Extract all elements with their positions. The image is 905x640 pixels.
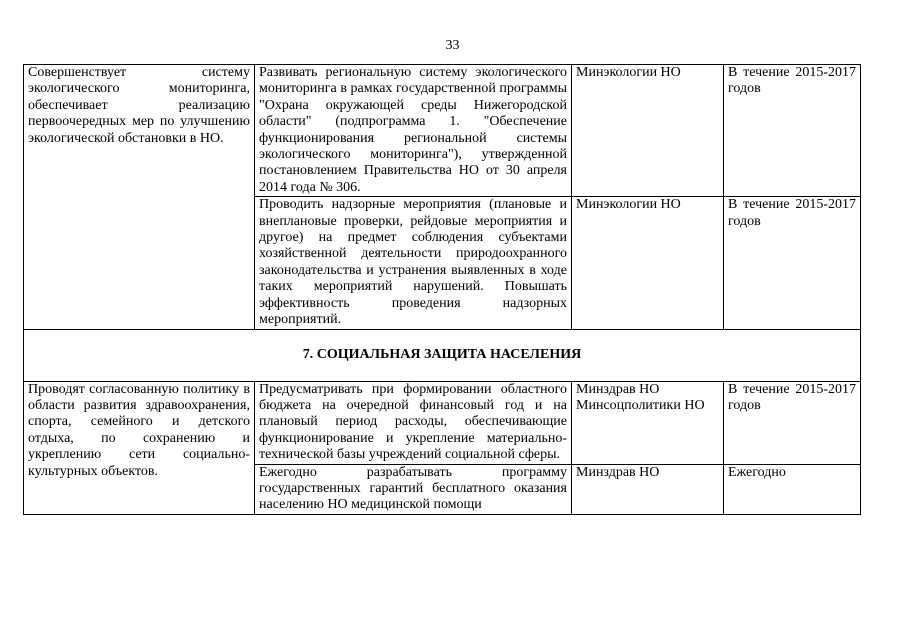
measure-cell bbox=[255, 381, 572, 464]
page-number: 33 bbox=[445, 38, 460, 53]
goal-cell bbox=[24, 381, 255, 514]
deadline-text: В течение 2015-2017 годов bbox=[728, 381, 856, 413]
measure-cell bbox=[255, 197, 572, 329]
deadline-cell bbox=[724, 381, 861, 464]
measures-table bbox=[23, 64, 861, 515]
measure-text: Ежегодно разрабатывать программу государственных гарантий бесплатного оказания населению НО медицинской помощи bbox=[259, 464, 567, 513]
deadline-text: В течение 2015-2017 годов bbox=[728, 65, 856, 97]
measure-text: Развивать региональную систему экологического мониторинга в рамках государственной программы "Охрана окружающей среды Нижегородской области" (подпрограмма 1. "Обеспечение функционирования региональной системы экологического мониторинга"), утвержденной постановлением Правительства НО от 30 апреля 2014 года № 306. bbox=[259, 65, 567, 195]
deadline-text: Ежегодно bbox=[728, 464, 786, 480]
executor-cell bbox=[572, 65, 724, 197]
measure-cell bbox=[255, 65, 572, 197]
executor-text: Минсоцполитики НО bbox=[576, 397, 705, 413]
goal-text: Совершенствует систему экологического мониторинга, обеспечивает реализацию первоочередных мер по улучшению экологической обстановки в НО. bbox=[28, 65, 250, 146]
section-row bbox=[24, 329, 861, 381]
executor-text: Минэкологии НО bbox=[576, 197, 681, 213]
table-row bbox=[24, 65, 861, 197]
deadline-cell bbox=[724, 464, 861, 514]
measure-text: Проводить надзорные мероприятия (плановые и внеплановые проверки, рейдовые мероприятия и другое) на предмет соблюдения субъектами хозяйственной деятельности природоохранного законодательства и устранения выявленных в ходе таких мероприятий нарушений. Повышать эффективность проведения надзорных мероприятий. bbox=[259, 197, 567, 328]
executor-cell bbox=[572, 381, 724, 464]
executor-text: Минэкологии НО bbox=[576, 65, 681, 80]
executor-text: Минздрав НО bbox=[576, 381, 660, 397]
deadline-text: В течение 2015-2017 годов bbox=[728, 197, 856, 229]
section-title: 7. СОЦИАЛЬНАЯ ЗАЩИТА НАСЕЛЕНИЯ bbox=[24, 329, 861, 381]
measure-text: Предусматривать при формировании областного бюджета на очередной финансовый год и на плановый период расходы, обеспечивающие функционирование и укрепление материально-технической базы учреждений социальной сферы. bbox=[259, 381, 567, 463]
executor-text: Минздрав НО bbox=[576, 464, 660, 480]
executor-cell bbox=[572, 464, 724, 514]
goal-cell bbox=[24, 65, 255, 330]
table-row bbox=[24, 381, 861, 464]
goal-text: Проводят согласованную политику в области развития здравоохранения, спорта, семейного и детского отдыха, по сохранению и укреплению сети социально-культурных объектов. bbox=[28, 381, 250, 479]
deadline-cell bbox=[724, 197, 861, 329]
executor-cell bbox=[572, 197, 724, 329]
measure-cell bbox=[255, 464, 572, 514]
deadline-cell bbox=[724, 65, 861, 197]
